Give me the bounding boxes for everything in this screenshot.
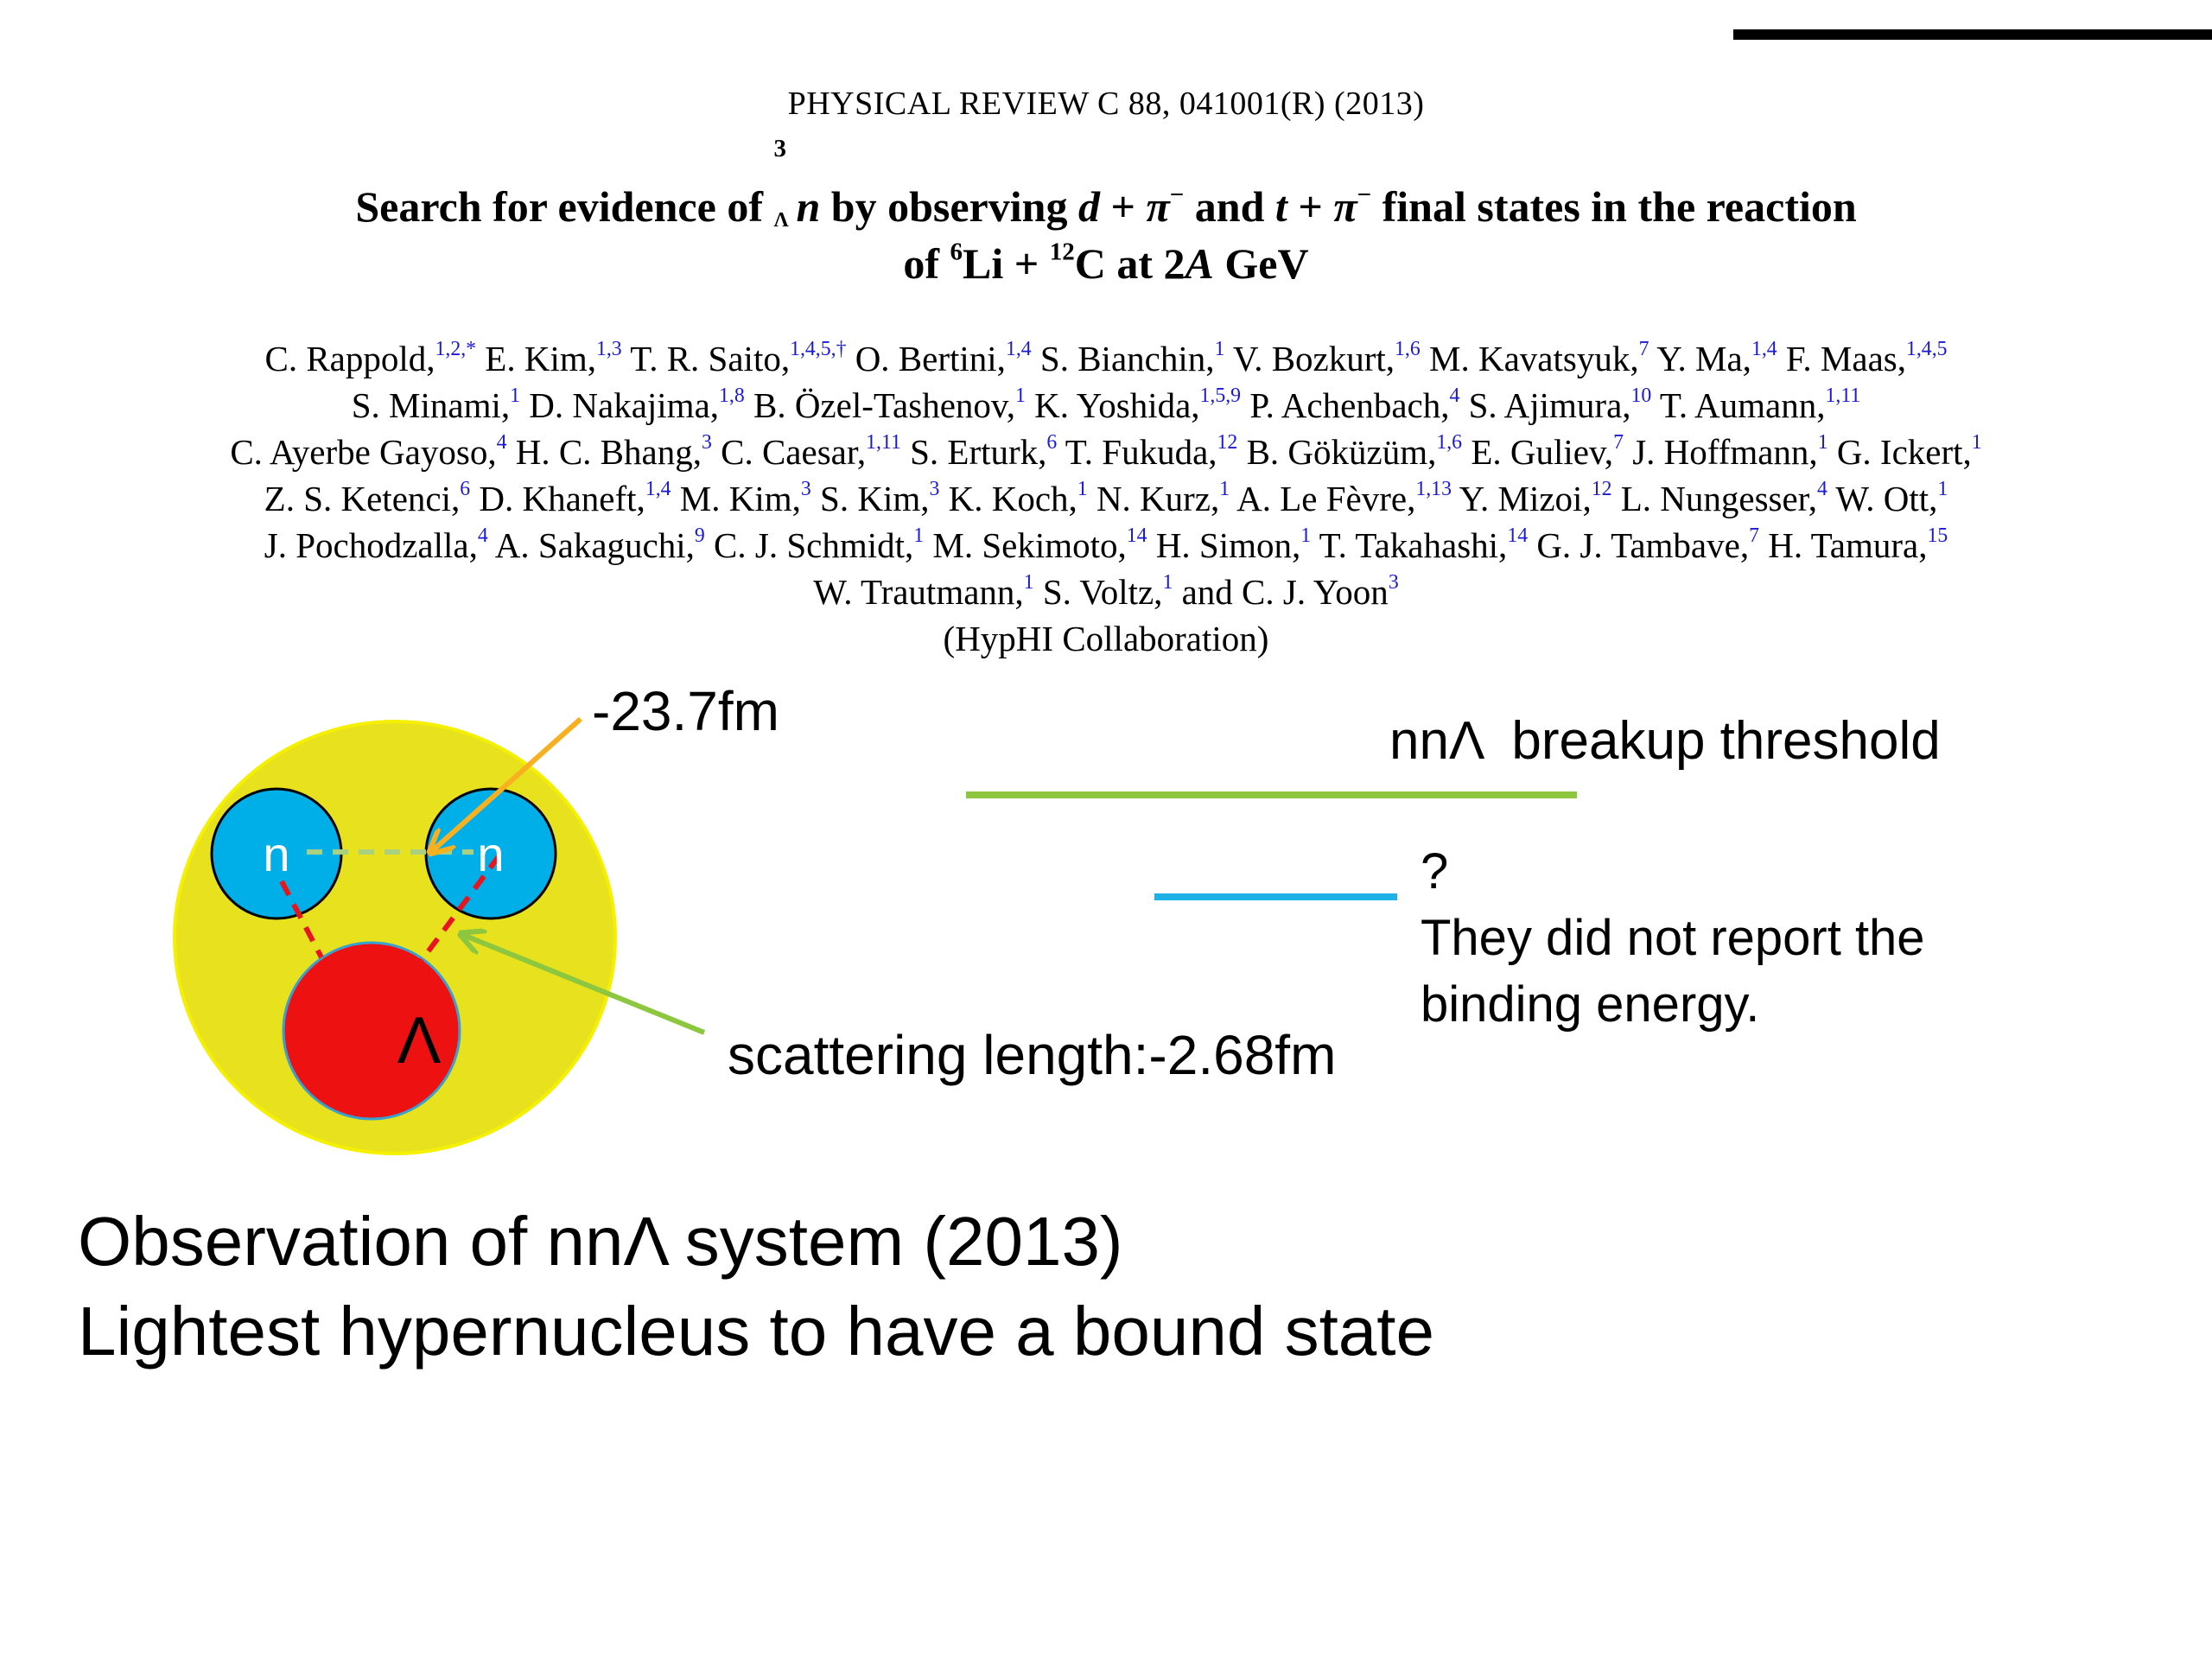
breakup-threshold-label: nnΛ breakup threshold — [1389, 711, 1941, 771]
title-line-1: Search for evidence of 3 Λ n by observing d + π− and t + π− final states in the reaction — [355, 135, 1857, 232]
nn-length-label: -23.7fm — [592, 680, 779, 742]
headline-line-1: Observation of nnΛ system (2013) — [78, 1203, 1123, 1280]
author-line: Z. S. Ketenci,$^6$ D. Khaneft,$^{1,4}$ M. Kim,$^3$ S. Kim,$^3$ K. Koch,$^1$ N. Kurz,$^1$ A. Le Fèvre,$^{1,13}$ Y. Mizoi,$^{12}$ L. Nungesser,$^4$ W. Ott,$^1$ — [264, 478, 1948, 518]
title-line-2: of $^6$Li + $^{12}$C at 2A GeV — [903, 238, 1309, 288]
neutron-label-right: n — [477, 827, 505, 881]
author-line: J. Pochodzalla,$^4$ A. Sakaguchi,$^9$ C. J. Schmidt,$^1$ M. Sekimoto,$^{14}$ H. Simon,$^1$ T. Takahashi,$^{14}$ G. J. Tambave,$^7$ H. Tamura,$^{15}$ — [264, 524, 1948, 565]
collaboration: (HypHI Collaboration) — [943, 619, 1269, 658]
question-mark: ? — [1421, 843, 1449, 899]
neutron-label-left: n — [263, 827, 290, 881]
slide-headline — [78, 1197, 1434, 1376]
no-report-line-1: They did not report the — [1421, 910, 1925, 966]
author-line: C. Ayerbe Gayoso,$^4$ H. C. Bhang,$^3$ C. Caesar,$^{1,11}$ S. Erturk,$^6$ T. Fukuda,$^{12}$ B. Göküzüm,$^{1,6}$ E. Guliev,$^7$ J. Hoffmann,$^1$ G. Ickert,$^1$ — [230, 431, 1982, 472]
author-line: W. Trautmann,$^1$ S. Voltz,$^1$ and C. J. Yoon$^3$ — [813, 571, 1399, 612]
scattering-length-label: scattering length:-2.68fm — [728, 1024, 1337, 1086]
no-report-line-2: binding energy. — [1421, 976, 1760, 1033]
author-line: C. Rappold,$^{1,2,*}$ E. Kim,$^{1,3}$ T. R. Saito,$^{1,4,5,\dagger}$ O. Bertini,$^{1,4}$ S. Bianchin,$^1$ V. Bozkurt,$^{1,6}$ M. Kavatsyuk,$^7$ Y. Ma,$^{1,4}$ F. Maas,$^{1,4,5}$ — [264, 338, 1948, 378]
headline-line-2: Lightest hypernucleus to have a bound state — [78, 1293, 1434, 1370]
journal-citation: PHYSICAL REVIEW C 88, 041001(R) (2013) — [787, 86, 1425, 122]
lambda-label: Λ — [397, 1004, 442, 1077]
author-line: S. Minami,$^1$ D. Nakajima,$^{1,8}$ B. Özel-Tashenov,$^1$ K. Yoshida,$^{1,5,9}$ P. Achenbach,$^4$ S. Ajimura,$^{10}$ T. Aumann,$^{1,11}$ — [351, 385, 1861, 425]
